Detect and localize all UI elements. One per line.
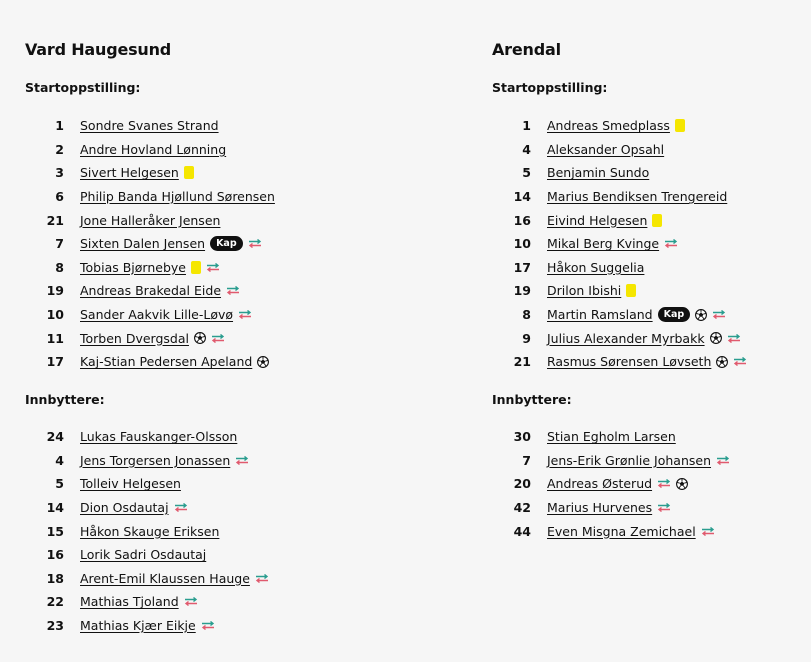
player-name-link[interactable]: Benjamin Sundo — [547, 165, 650, 181]
player-number: 14 — [513, 189, 531, 205]
player-number: 19 — [513, 283, 531, 299]
player-number: 3 — [55, 165, 64, 181]
yellow-card-icon — [675, 119, 685, 132]
player-row — [492, 326, 811, 350]
player-number: 2 — [55, 141, 64, 157]
player-row — [492, 449, 811, 473]
player-number: 8 — [522, 307, 531, 323]
goal-ball-icon — [676, 478, 688, 490]
player-number: 7 — [55, 236, 64, 252]
substitution-arrows-icon — [211, 334, 225, 343]
player-name-link[interactable]: Philip Banda Hjøllund Sørensen — [80, 189, 275, 205]
player-name-link[interactable]: Dion Osdautaj — [80, 500, 169, 516]
player-number: 1 — [522, 118, 531, 134]
player-number: 11 — [46, 330, 64, 346]
player-name-link[interactable]: Andreas Østerud — [547, 476, 653, 492]
player-number: 15 — [46, 523, 64, 539]
player-number: 24 — [46, 429, 64, 445]
yellow-card-icon — [184, 166, 194, 179]
player-name-link[interactable]: Rasmus Sørensen Løvseth — [547, 354, 712, 370]
player-name-link[interactable]: Aleksander Opsahl — [547, 141, 665, 157]
player-row — [492, 303, 811, 327]
substitution-arrows-icon — [657, 503, 671, 512]
player-row — [492, 185, 811, 209]
goal-ball-icon — [716, 356, 728, 368]
player-row — [25, 519, 405, 543]
player-row — [492, 256, 811, 280]
player-number: 18 — [46, 570, 64, 586]
player-event-icons — [657, 503, 671, 512]
player-row — [25, 279, 405, 303]
goal-ball-icon — [194, 332, 206, 344]
player-number: 5 — [522, 165, 531, 181]
player-number: 6 — [55, 189, 64, 205]
player-row — [492, 232, 811, 256]
substitution-arrows-icon — [255, 574, 269, 583]
player-row — [25, 567, 405, 591]
player-event-icons — [210, 236, 262, 251]
player-name-link[interactable]: Drilon Ibishi — [547, 283, 622, 299]
player-name-link[interactable]: Mathias Kjær Eikje — [80, 618, 196, 634]
player-name-link[interactable]: Mikal Berg Kvinge — [547, 236, 660, 252]
substitution-arrows-icon — [727, 334, 741, 343]
player-name-link[interactable]: Kaj-Stian Pedersen Apeland — [80, 354, 253, 370]
player-number: 16 — [46, 547, 64, 563]
player-name-link[interactable]: Lukas Fauskanger-Olsson — [80, 429, 238, 445]
substitution-arrows-icon — [201, 621, 215, 630]
player-number: 44 — [513, 523, 531, 539]
player-event-icons — [652, 214, 662, 227]
player-row — [25, 614, 405, 638]
player-event-icons — [255, 574, 269, 583]
player-name-link[interactable]: Tolleiv Helgesen — [80, 476, 181, 492]
player-row — [25, 326, 405, 350]
player-number: 21 — [46, 212, 64, 228]
substitution-arrows-icon — [235, 456, 249, 465]
substitution-arrows-icon — [206, 263, 220, 272]
player-name-link[interactable]: Martin Ramsland — [547, 307, 653, 323]
goal-ball-icon — [257, 356, 269, 368]
player-name-link[interactable]: Lorik Sadri Osdautaj — [80, 547, 207, 563]
goal-ball-icon — [710, 332, 722, 344]
substitution-arrows-icon — [248, 239, 262, 248]
player-row — [25, 496, 405, 520]
player-name-link[interactable]: Håkon Suggelia — [547, 259, 645, 275]
player-event-icons — [675, 119, 685, 132]
player-row — [25, 449, 405, 473]
player-number: 19 — [46, 283, 64, 299]
player-name-link[interactable]: Sivert Helgesen — [80, 165, 179, 181]
player-row — [25, 161, 405, 185]
substitution-arrows-icon — [657, 479, 671, 488]
player-number: 10 — [513, 236, 531, 252]
yellow-card-icon — [652, 214, 662, 227]
player-number: 22 — [46, 594, 64, 610]
player-event-icons — [174, 503, 188, 512]
substitution-arrows-icon — [174, 503, 188, 512]
player-event-icons — [701, 527, 715, 536]
player-row — [25, 208, 405, 232]
player-event-icons — [658, 307, 727, 322]
substitution-arrows-icon — [238, 310, 252, 319]
player-name-link[interactable]: Even Misgna Zemichael — [547, 523, 696, 539]
player-row — [492, 519, 811, 543]
away-starters-list — [492, 114, 811, 374]
captain-badge: Kap — [210, 236, 243, 251]
substitution-arrows-icon — [712, 310, 726, 319]
player-name-link[interactable]: Mathias Tjoland — [80, 594, 179, 610]
player-event-icons — [191, 261, 220, 274]
player-number: 17 — [513, 259, 531, 275]
player-row — [492, 208, 811, 232]
player-number: 8 — [55, 259, 64, 275]
player-number: 20 — [513, 476, 531, 492]
player-number: 14 — [46, 500, 64, 516]
player-name-link[interactable]: Eivind Helgesen — [547, 212, 648, 228]
yellow-card-icon — [191, 261, 201, 274]
player-name-link[interactable]: Stian Egholm Larsen — [547, 429, 676, 445]
player-name-link[interactable]: Arent-Emil Klaussen Hauge — [80, 570, 250, 586]
player-name-link[interactable]: Jone Halleråker Jensen — [80, 212, 221, 228]
home-subs-list — [25, 425, 405, 637]
player-row — [25, 185, 405, 209]
player-row — [25, 425, 405, 449]
home-team-lineup — [25, 40, 405, 634]
player-name-link[interactable]: Julius Alexander Myrbakk — [547, 330, 705, 346]
player-row — [25, 114, 405, 138]
player-event-icons — [657, 478, 688, 490]
player-event-icons — [184, 597, 198, 606]
player-row — [25, 232, 405, 256]
player-row — [492, 161, 811, 185]
substitution-arrows-icon — [716, 456, 730, 465]
player-number: 4 — [522, 141, 531, 157]
player-name-link[interactable]: Håkon Skauge Eriksen — [80, 523, 220, 539]
substitution-arrows-icon — [226, 286, 240, 295]
player-event-icons — [235, 456, 249, 465]
player-row — [25, 303, 405, 327]
home-starters-list — [25, 114, 405, 374]
player-name-link[interactable]: Andreas Smedplass — [547, 118, 670, 134]
away-subs-heading: Innbyttere: — [492, 392, 572, 407]
player-name-link[interactable]: Sixten Dalen Jensen — [80, 236, 206, 252]
player-name-link[interactable]: Marius Bendiksen Trengereid — [547, 189, 728, 205]
player-row — [492, 496, 811, 520]
away-starters-heading: Startoppstilling: — [492, 80, 608, 95]
player-number: 10 — [46, 307, 64, 323]
player-row — [25, 472, 405, 496]
player-row — [25, 590, 405, 614]
player-name-link[interactable]: Marius Hurvenes — [547, 500, 653, 516]
player-row — [492, 425, 811, 449]
player-event-icons — [626, 284, 636, 297]
player-number: 17 — [46, 354, 64, 370]
player-row — [25, 543, 405, 567]
player-name-link[interactable]: Andreas Brakedal Eide — [80, 283, 222, 299]
player-row — [25, 350, 405, 374]
player-row — [492, 279, 811, 303]
player-name-link[interactable]: Jens Torgersen Jonassen — [80, 452, 231, 468]
player-number: 23 — [46, 618, 64, 634]
player-event-icons — [257, 356, 269, 368]
player-name-link[interactable]: Jens-Erik Grønlie Johansen — [547, 452, 712, 468]
home-team-name: Vard Haugesund — [25, 40, 172, 59]
player-number: 9 — [522, 330, 531, 346]
player-number: 30 — [513, 429, 531, 445]
player-number: 42 — [513, 500, 531, 516]
player-row — [492, 138, 811, 162]
home-starters-heading: Startoppstilling: — [25, 80, 141, 95]
player-number: 5 — [55, 476, 64, 492]
player-name-link[interactable]: Sondre Svanes Strand — [80, 118, 219, 134]
substitution-arrows-icon — [664, 239, 678, 248]
player-event-icons — [226, 286, 240, 295]
player-row — [25, 138, 405, 162]
player-name-link[interactable]: Torben Dvergsdal — [80, 330, 189, 346]
captain-badge: Kap — [658, 307, 691, 322]
player-event-icons — [664, 239, 678, 248]
player-number: 4 — [55, 452, 64, 468]
player-event-icons — [194, 332, 225, 344]
player-number: 21 — [513, 354, 531, 370]
player-event-icons — [716, 356, 747, 368]
player-event-icons — [710, 332, 741, 344]
player-row — [492, 350, 811, 374]
substitution-arrows-icon — [184, 597, 198, 606]
player-event-icons — [184, 166, 194, 179]
player-row — [492, 114, 811, 138]
away-team-name: Arendal — [492, 40, 561, 59]
player-name-link[interactable]: Tobias Bjørnebye — [80, 259, 186, 275]
substitution-arrows-icon — [701, 527, 715, 536]
yellow-card-icon — [626, 284, 636, 297]
player-event-icons — [716, 456, 730, 465]
player-row — [492, 472, 811, 496]
home-subs-heading: Innbyttere: — [25, 392, 105, 407]
player-event-icons — [238, 310, 252, 319]
player-number: 7 — [522, 452, 531, 468]
goal-ball-icon — [695, 309, 707, 321]
player-name-link[interactable]: Andre Hovland Lønning — [80, 141, 227, 157]
player-name-link[interactable]: Sander Aakvik Lille-Løvø — [80, 307, 234, 323]
away-subs-list — [492, 425, 811, 543]
player-row — [25, 256, 405, 280]
away-team-lineup — [492, 40, 811, 539]
player-event-icons — [201, 621, 215, 630]
substitution-arrows-icon — [733, 357, 747, 366]
player-number: 1 — [55, 118, 64, 134]
player-number: 16 — [513, 212, 531, 228]
